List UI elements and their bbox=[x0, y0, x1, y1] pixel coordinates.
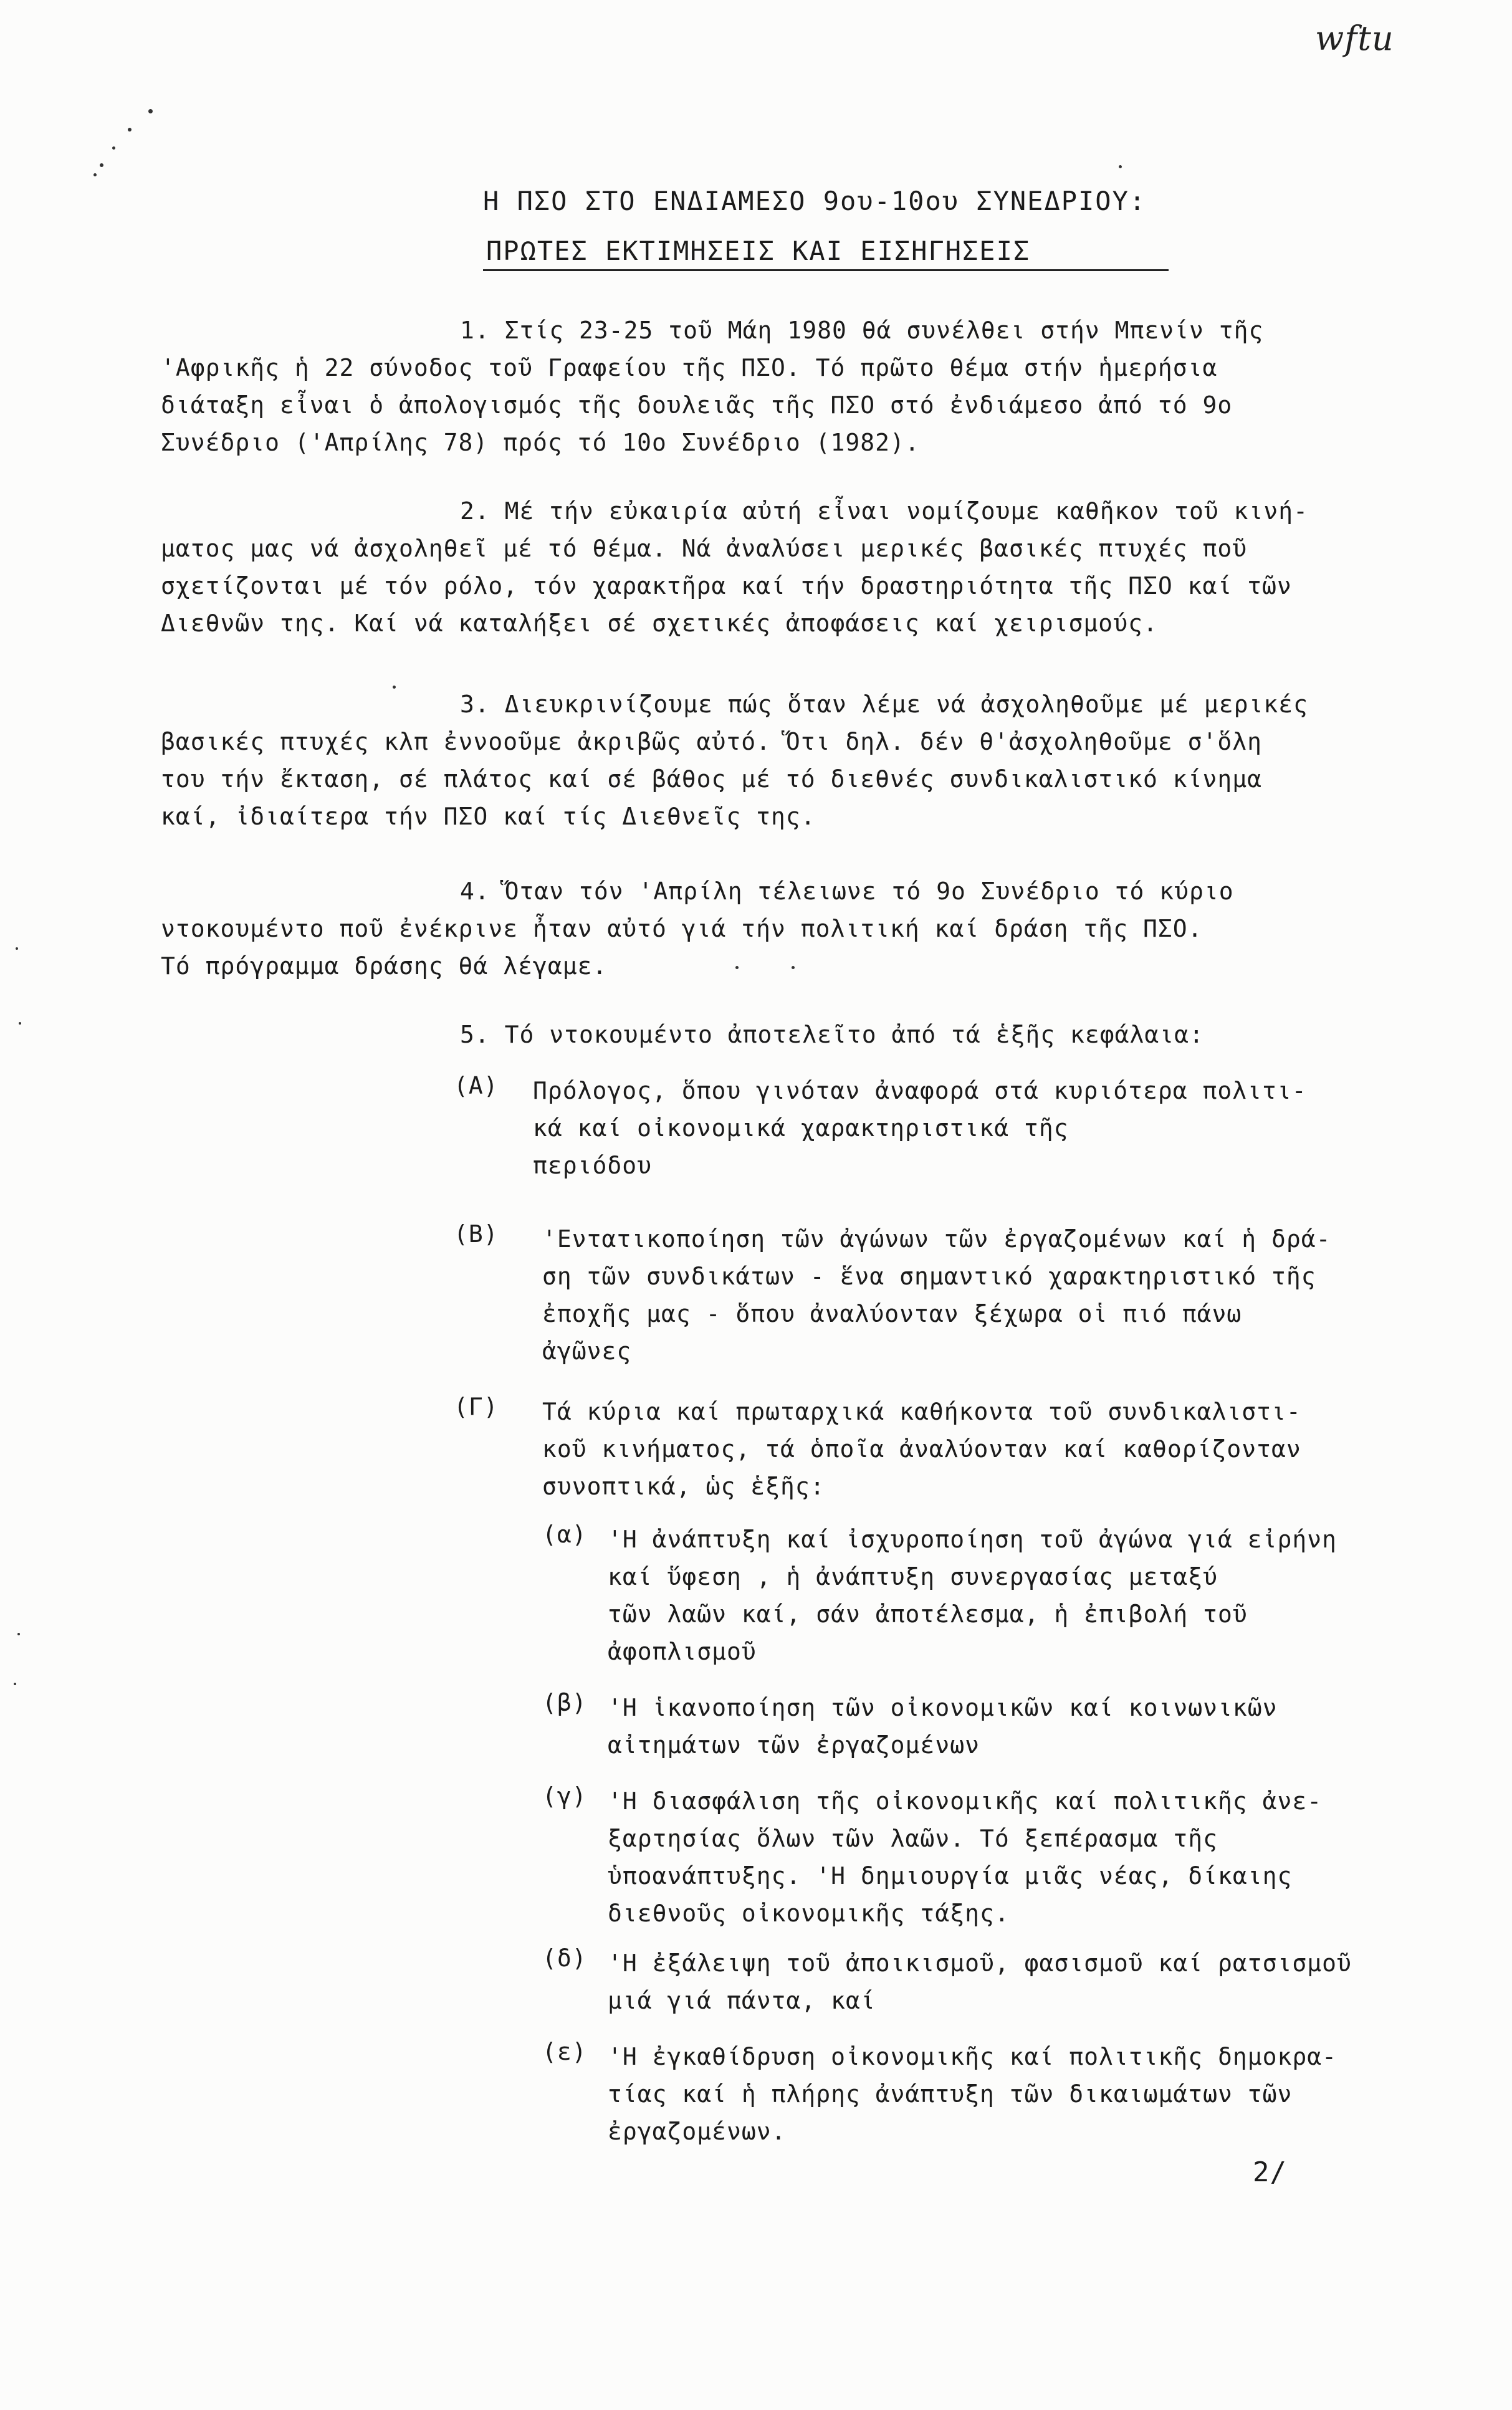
task-label: (ε) bbox=[542, 2038, 587, 2065]
scan-speck bbox=[148, 109, 153, 113]
scan-speck bbox=[93, 173, 97, 176]
subtitle-underline bbox=[483, 269, 1169, 271]
scan-speck bbox=[1119, 165, 1122, 168]
scan-speck bbox=[128, 128, 132, 131]
task-text: 'Η ἱκανοποίηση τῶν οἰκονομικῶν καί κοινωνικῶν αἰτημάτων τῶν ἐργαζομένων bbox=[608, 1694, 1278, 1759]
document-title: Η ΠΣΟ ΣΤΟ ΕΝΔΙΑΜΕΣΟ 9ου-10ου ΣΥΝΕΔΡΙΟΥ: bbox=[483, 186, 1147, 216]
paragraph-4: 4. Ὅταν τόν 'Απρίλη τέλειωνε τό 9ο Συνέδριο τό κύριο ντοκουμέντο ποῦ ἐνέκρινε ἦταν αὐτό γιά τήν πολιτική καί δράση τῆς ΠΣΟ. Τό πρόγραμμα δράσης θά λέγαμε. bbox=[161, 877, 1234, 980]
chapter-label: (Γ) bbox=[454, 1393, 499, 1420]
chapter-label: (Α) bbox=[454, 1072, 499, 1099]
scan-speck bbox=[100, 163, 103, 167]
chapter-text: Τά κύρια καί πρωταρχικά καθήκοντα τοῦ συνδικαλιστι- κοῦ κινήματος, τά ὁποῖα ἀναλύονταν καί καθορίζονταν συνοπτικά, ὡς ἑξῆς: bbox=[542, 1398, 1301, 1500]
task-label: (β) bbox=[542, 1689, 587, 1716]
scan-speck bbox=[17, 1633, 20, 1635]
document-subtitle: ΠΡΩΤΕΣ ΕΚΤΙΜΗΣΕΙΣ ΚΑΙ ΕΙΣΗΓΗΣΕΙΣ bbox=[486, 236, 1031, 266]
scan-speck bbox=[16, 947, 18, 950]
task-text: 'Η ἐγκαθίδρυση οἰκονομικῆς καί πολιτικῆς δημοκρα- τίας καί ἡ πλήρης ἀνάπτυξη τῶν δικαιωμάτων τῶν ἐργαζομένων. bbox=[608, 2043, 1337, 2145]
chapter-label: (Β) bbox=[454, 1220, 499, 1248]
paragraph-3: 3. Διευκρινίζουμε πώς ὅταν λέμε νά ἀσχοληθοῦμε μέ μερικές βασικές πτυχές κλπ ἐννοοῦμε ἀκριβῶς αὐτό. Ὅτι δηλ. δέν θ'ἀσχοληθοῦμε σ'ὅλη του τήν ἔκταση, σέ πλάτος καί σέ βάθος μέ τό διεθνές συνδικαλιστικό κίνημα καί, ἰδιαίτερα τήν ΠΣΟ καί τίς Διεθνεῖς της. bbox=[161, 691, 1309, 830]
task-label: (δ) bbox=[542, 1944, 587, 1972]
task-label: (α) bbox=[542, 1521, 587, 1548]
chapter-text: 'Εντατικοποίηση τῶν ἀγώνων τῶν ἐργαζομένων καί ἡ δρά- ση τῶν συνδικάτων - ἕνα σημαντικό χαρακτηριστικό τῆς ἐποχῆς μας - ὅπου ἀναλύονταν ξέχωρα οἱ πιό πάνω ἀγῶνες bbox=[542, 1225, 1331, 1365]
paragraph-1: 1. Στίς 23-25 τοῦ Μάη 1980 θά συνέλθει στήν Μπενίν τῆς 'Αφρικῆς ἡ 22 σύνοδος τοῦ Γραφείου τῆς ΠΣΟ. Τό πρῶτο θέμα στήν ἡμερήσια διάταξη εἶναι ὁ ἀπολογισμός τῆς δουλειᾶς τῆς ΠΣΟ στό ἐνδιάμεσο ἀπό τό 9ο Συνέδριο ('Απρίλης 78) πρός τό 10ο Συνέδριο (1982). bbox=[161, 317, 1264, 456]
task-text: 'Η ἀνάπτυξη καί ἰσχυροποίηση τοῦ ἀγώνα γιά εἰρήνη καί ὕφεση , ἡ ἀνάπτυξη συνεργασίας μεταξύ τῶν λαῶν καί, σάν ἀποτέλεσμα, ἡ ἐπιβολή τοῦ ἀφοπλισμοῦ bbox=[608, 1526, 1337, 1665]
task-text: 'Η ἐξάλειψη τοῦ ἀποικισμοῦ, φασισμοῦ καί ρατσισμοῦ μιά γιά πάντα, καί bbox=[608, 1949, 1352, 2014]
handwritten-note: wftu bbox=[1315, 19, 1394, 58]
chapter-text: Πρόλογος, ὅπου γινόταν ἀναφορά στά κυριότερα πολιτι- κά καί οἰκονομικά χαρακτηριστικά τῆς περιόδου bbox=[533, 1077, 1307, 1179]
paragraph-5: 5. Τό ντοκουμέντο ἀποτελεῖτο ἀπό τά ἑξῆς κεφάλαια: bbox=[460, 1021, 1204, 1048]
paragraph-2: 2. Μέ τήν εὐκαιρία αὐτή εἶναι νομίζουμε καθῆκον τοῦ κινή- ματος μας νά ἀσχοληθεῖ μέ τό θέμα. Νά ἀναλύσει μερικές βασικές πτυχές ποῦ σχετίζονται μέ τόν ρόλο, τόν χαρακτῆρα καί τήν δραστηριότητα τῆς ΠΣΟ καί τῶν Διεθνῶν της. Καί νά καταλήξει σέ σχετικές ἀποφάσεις καί χειρισμούς. bbox=[161, 497, 1309, 637]
page-number: 2/ bbox=[1253, 2156, 1287, 2188]
scan-speck bbox=[112, 146, 115, 150]
task-label: (γ) bbox=[542, 1782, 587, 1810]
scan-speck bbox=[14, 1683, 16, 1685]
task-text: 'Η διασφάλιση τῆς οἰκονομικῆς καί πολιτικῆς ἀνε- ξαρτησίας ὅλων τῶν λαῶν. Τό ξεπέρασμα τῆς ὑποανάπτυξης. 'Η δημιουργία μιᾶς νέας, δίκαιης διεθνοῦς οἰκονομικῆς τάξης. bbox=[608, 1787, 1323, 1927]
scan-speck bbox=[19, 1022, 21, 1025]
